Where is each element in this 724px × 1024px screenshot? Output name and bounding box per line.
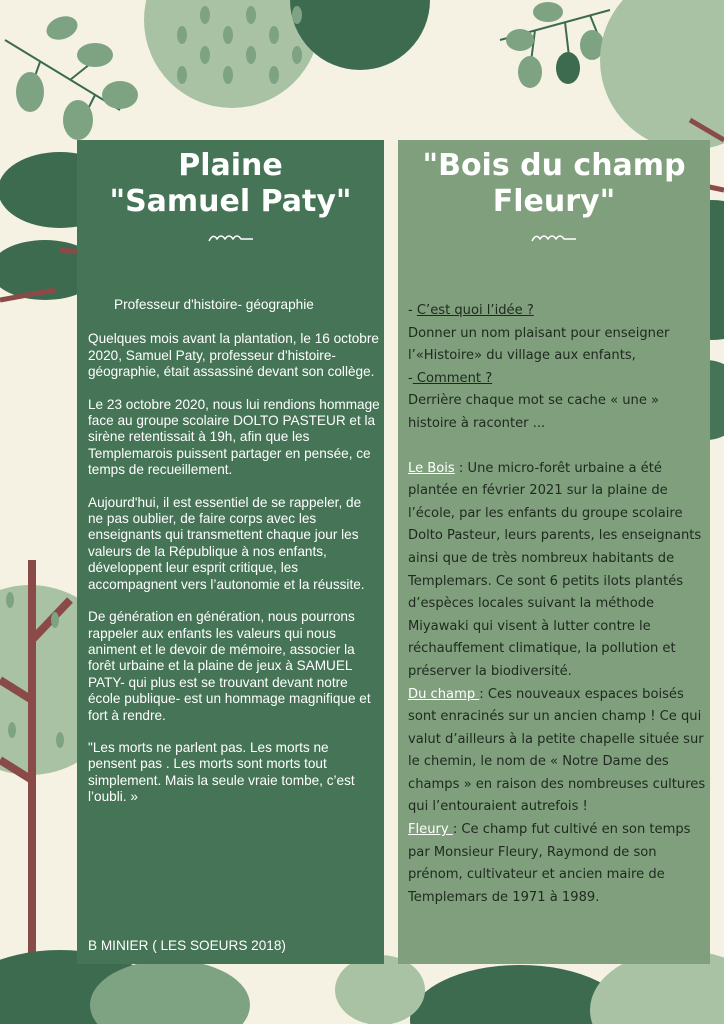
champ-paragraph [408,684,708,820]
title-line: "Samuel Paty" [109,184,352,219]
bois-label: Le Bois [408,460,455,476]
subtitle: Professeur d'histoire- géographie [114,297,314,312]
quote: "Les morts ne parlent pas. Les morts ne pensent pas . Les morts sont morts tout simplement. Mais la seule vraie tombe, c’est l’oubli. » [88,739,355,805]
fleury-text: : Ce champ fut cultivé en son temps par Monsieur Fleury, Raymond de son prénom, cultivateur et ancien maire de Templemars de 1971 à 1989. [408,822,691,905]
dash: - [408,370,413,386]
paragraph: Quelques mois avant la plantation, le 16 octobre 2020, Samuel Paty, professeur d'histoire-géographie, était assassiné devant son collège. [88,331,379,380]
paragraph: Aujourd'hui, il est essentiel de se rappeler, de ne pas oublier, de faire corps avec les enseignants qui transmettent chaque jour les valeurs de la République à nos enfants, développent leur esprit critique, les accompagnent vers l’autonomie et la réussite. [88,494,365,592]
question [408,300,708,323]
samuel-paty-panel [77,140,384,964]
paragraph: De génération en génération, nous pourrons rappeler aux enfants les valeurs qui nous animent et le devoir de mémoire, associer la forêt urbaine et la plaine de jeux à SAMUEL PATY- qui plus est se trouvant devant notre école publique- est un hommage magnifique et fort à rendre. [88,609,371,723]
question-label: C’est quoi l’idée ? [416,303,534,318]
leaf-branch-icon [5,12,138,140]
dash: - [408,303,417,318]
panel-title [398,148,710,220]
title-line: "Bois du champ [422,148,686,183]
signature: B MINIER ( LES SOEURS 2018) [88,938,286,953]
title-line: Plaine [178,148,283,183]
fleury-label: Fleury [408,822,453,838]
title-line: Fleury" [492,184,616,219]
leaf-branch-icon [500,2,610,88]
bois-paragraph [408,458,708,684]
champ-label: Du champ [408,686,480,702]
question-label: Comment ? [412,370,493,386]
bois-du-champ-fleury-panel [398,140,710,964]
squiggle-divider-icon [207,232,255,244]
fleury-paragraph [408,819,708,909]
paragraph: Le 23 octobre 2020, nous lui rendions hommage face au groupe scolaire DOLTO PASTEUR et la sirène retentissait à 19h, afin que les Templemarois puissent partager en pensée, ce temps de recueillement. [88,396,380,478]
top-tree-icon [144,0,430,108]
squiggle-divider-icon [530,232,578,244]
panel-body [408,300,708,909]
answer: Derrière chaque mot se cache « une » histoire à raconter ... [408,393,660,431]
champ-text: : Ces nouveaux espaces boisés sont enracinés sur un ancien champ ! Ce qui valut d’ailleurs à la petite chapelle située sur le chemin, le nom de « Notre Dame des champs » en raison des nombreuses cultures qui l’entouraient autrefois ! [408,686,706,815]
bois-text: : Une micro-forêt urbaine a été plantée en février 2021 sur la plaine de l’école, par les enfants du groupe scolaire Dolto Pasteur, leurs parents, les enseignants ainsi que de très nombreux habitants de Templemars. Ce sont 6 petits ilots plantés d’espèces locales suivant la méthode Miyawaki qui visent à lutter contre le réchauffement climatique, la pollution et préserver la biodiversité. [408,460,702,679]
answer: Donner un nom plaisant pour enseigner l’«Histoire» du village aux enfants, [408,325,670,364]
panel-title [77,148,384,220]
panel-body [88,297,380,822]
question [408,368,708,391]
